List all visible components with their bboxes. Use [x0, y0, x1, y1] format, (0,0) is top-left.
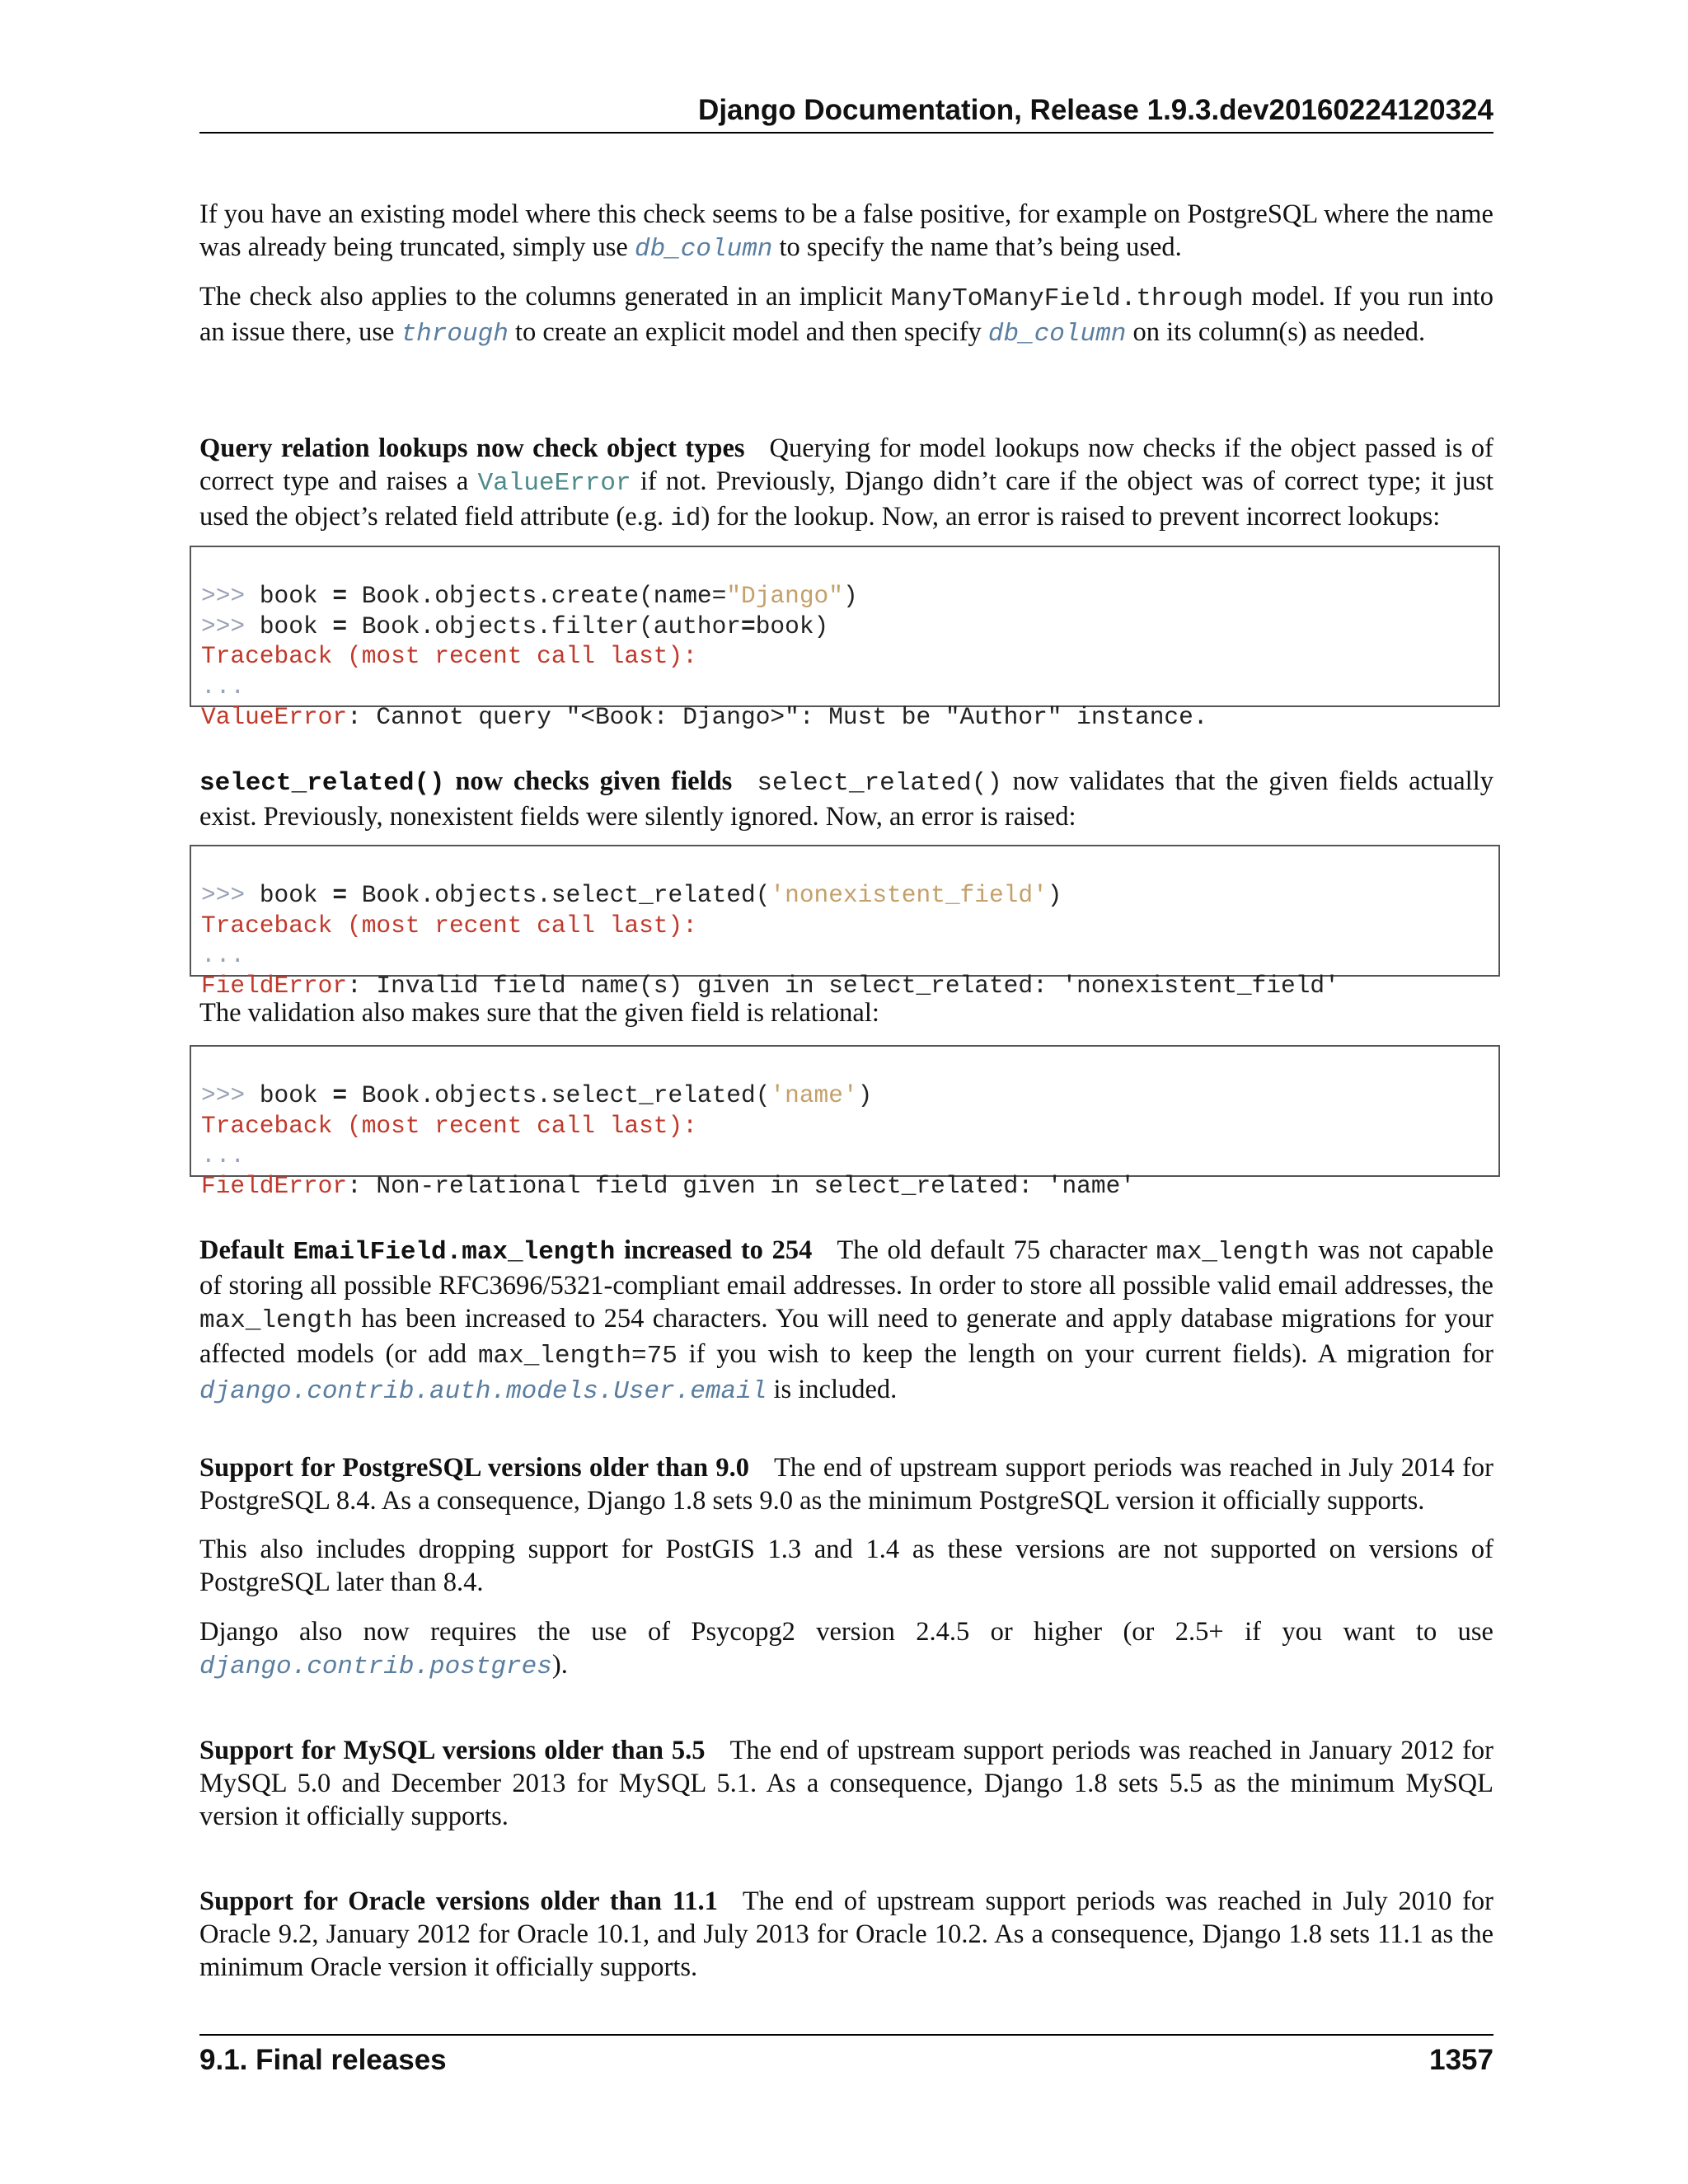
- paragraph-postgis: This also includes dropping support for PostGIS 1.3 and 1.4 as these versions are not supported on versions of PostgreSQL later than 8.4.: [199, 1535, 1493, 1597]
- section-heading: Support for MySQL versions older than 5.5: [199, 1736, 706, 1765]
- paragraph-validation-relational: The validation also makes sure that the given field is relational:: [199, 998, 879, 1028]
- section-heading: Support for PostgreSQL versions older than 9.0: [199, 1453, 750, 1483]
- running-footer: [199, 2034, 1493, 2085]
- paragraph-psycopg2: Django also now requires the use of Psycopg2 version 2.4.5 or higher (or 2.5+ if you want to use django.contrib.postgres).: [199, 1617, 1493, 1681]
- section-heading-code: EmailField.max_length: [293, 1238, 616, 1267]
- db-column-link-2[interactable]: db_column: [987, 320, 1127, 349]
- footer-section-title: 9.1. Final releases: [199, 2044, 447, 2076]
- section-oracle-support: Support for Oracle versions older than 11.1 The end of upstream support periods was reached in July 2010 for Oracle 9.2, January 2012 for Oracle 10.1, and July 2013 for Oracle 10.2. As a consequence, Django 1.8 sets 11.1 as the minimum Oracle version it officially supports.: [199, 1886, 1494, 1982]
- section-heading: Support for Oracle versions older than 11.1: [199, 1886, 718, 1916]
- inline-code-max-length: max_length: [1156, 1238, 1310, 1267]
- running-header: Django Documentation, Release 1.9.3.dev20160224120324: [199, 91, 1493, 134]
- paragraph-implicit-through: The check also applies to the columns generated in an implicit ManyToManyField.through model. If you run into an issue there, use through to create an explicit model and then specify db_column on its column(s) as needed.: [199, 282, 1494, 349]
- section-mysql-support: Support for MySQL versions older than 5.5 The end of upstream support periods was reached in January 2012 for MySQL 5.0 and December 2013 for MySQL 5.1. As a consequence, Django 1.8 sets 5.5 as the minimum MySQL version it officially supports.: [199, 1736, 1493, 1831]
- db-column-link[interactable]: db_column: [634, 235, 773, 264]
- section-postgresql-support: Support for PostgreSQL versions older than 9.0 The end of upstream support periods was reached in July 2014 for PostgreSQL 8.4. As a consequence, Django 1.8 sets 9.0 as the minimum PostgreSQL version it officially supports.: [199, 1453, 1493, 1516]
- section-emailfield-max-length: Default EmailField.max_length increased to 254 The old default 75 character max_length was not capable of storing all possible RFC3696/5321-compliant email addresses. In order to store all possible valid email addresses, the max_length has been increased to 254 characters. You will need to generate and apply database migrations for your affected models (or add max_length=75 if you wish to keep the length on your current fields). A migration for django.contrib.auth.models.User.email is included.: [199, 1235, 1493, 1406]
- through-link[interactable]: through: [401, 320, 509, 349]
- inline-code-select-related: select_related(): [757, 769, 1002, 798]
- inline-code-manytomany-through: ManyToManyField.through: [890, 284, 1244, 313]
- section-heading: now checks given fields: [444, 766, 733, 796]
- inline-code-valueerror: ValueError: [477, 469, 631, 498]
- section-heading-code: select_related(): [199, 769, 445, 798]
- page-number: 1357: [1429, 2044, 1493, 2076]
- inline-code-max-length-75: max_length=75: [477, 1342, 678, 1371]
- inline-code-id: id: [670, 504, 701, 533]
- code-block-query-lookup: >>> book = Book.objects.create(name="Django") >>> book = Book.objects.filter(author=book) Traceback (most recent call last): ... ValueError: Cannot query "<Book: Django>": Must be "Author" instance.: [190, 546, 1500, 707]
- paragraph-db-column-false-positive: If you have an existing model where this check seems to be a false positive, for example on PostgreSQL where the name was already being truncated, simply use db_column to specify the name that’s being used.: [199, 199, 1493, 264]
- contrib-postgres-link[interactable]: django.contrib.postgres: [199, 1652, 552, 1681]
- code-block-select-related-name: >>> book = Book.objects.select_related('name') Traceback (most recent call last): ... FieldError: Non-relational field given in select_related: 'name': [190, 1045, 1500, 1177]
- section-heading: Query relation lookups now check object types: [199, 434, 745, 463]
- user-email-link[interactable]: django.contrib.auth.models.User.email: [199, 1377, 767, 1406]
- section-query-relation-lookups: Query relation lookups now check object types Querying for model lookups now checks if the object passed is of correct type and raises a ValueError if not. Previously, Django didn’t care if the object was of correct type; it just used the object’s related field attribute (e.g. id) for the lookup. Now, an error is raised to prevent incorrect lookups:: [199, 434, 1494, 533]
- code-block-select-related-nonexistent: >>> book = Book.objects.select_related('nonexistent_field') Traceback (most recent call last): ... FieldError: Invalid field name(s) given in select_related: 'nonexistent_field': [190, 845, 1500, 977]
- inline-code-max-length-2: max_length: [199, 1306, 354, 1335]
- section-select-related-checks: select_related() now checks given fields select_related() now validates that the given fields actually exist. Previously, nonexistent fields were silently ignored. Now, an error is raised:: [199, 766, 1493, 832]
